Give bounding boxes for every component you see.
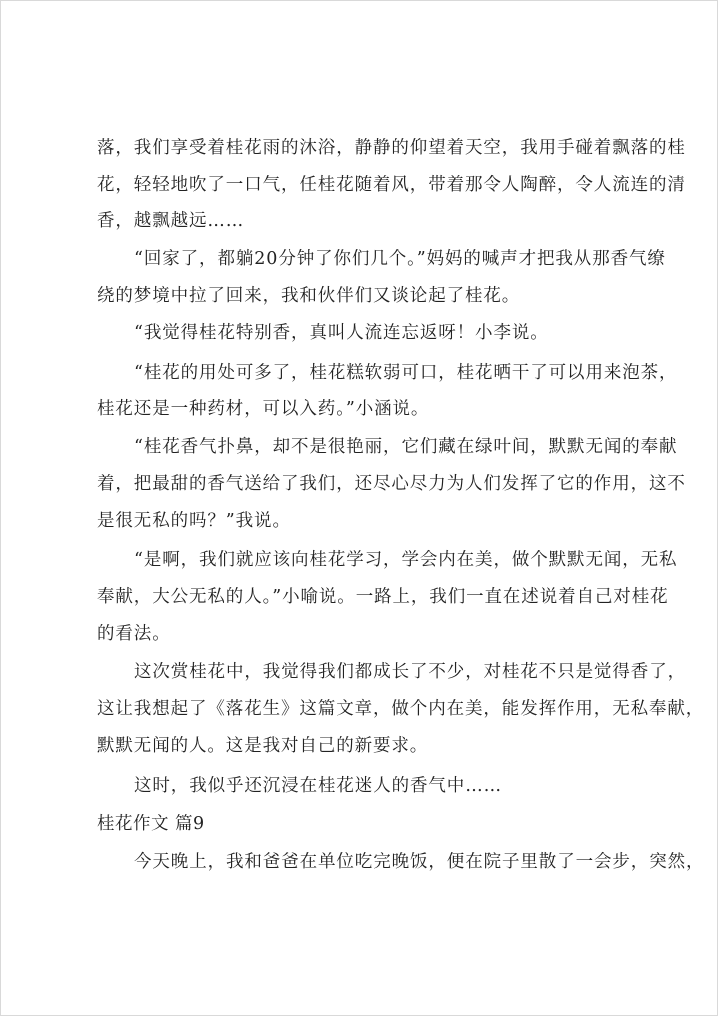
paragraph-line: 奉献，大公无私的人。”小喻说。一路上，我们一直在述说着自己对桂花 bbox=[97, 587, 669, 607]
paragraph-line: “我觉得桂花特别香，真叫人流连忘返呀！小李说。 bbox=[134, 323, 549, 343]
paragraph-line: “是啊，我们就应该向桂花学习，学会内在美，做个默默无闻，无私 bbox=[134, 550, 678, 570]
paragraph-line: 绕的梦境中拉了回来，我和伙伴们又谈论起了桂花。 bbox=[97, 286, 521, 306]
section-heading: 桂花作文 篇9 bbox=[97, 814, 205, 834]
paragraph-line: 桂花还是一种药材，可以入药。”小涵说。 bbox=[97, 399, 430, 419]
paragraph-line: 今天晚上，我和爸爸在单位吃完晚饭，便在院子里散了一会步，突然， bbox=[134, 852, 705, 872]
paragraph-line: 这时，我似乎还沉浸在桂花迷人的香气中…… bbox=[134, 776, 502, 796]
paragraph-line: 的看法。 bbox=[97, 624, 171, 644]
paragraph-line: 落，我们享受着桂花雨的沐浴，静静的仰望着天空，我用手碰着飘落的桂 bbox=[97, 138, 686, 158]
paragraph-line: 这让我想起了《落花生》这篇文章，做个内在美，能发挥作用，无私奉献， bbox=[97, 699, 705, 719]
paragraph-line: 着，把最甜的香气送给了我们，还尽心尽力为人们发挥了它的作用，这不 bbox=[97, 474, 686, 494]
paragraph-line: 默默无闻的人。这是我对自己的新要求。 bbox=[97, 736, 429, 756]
paragraph-line: 这次赏桂花中，我觉得我们都成长了不少，对桂花不只是觉得香了， bbox=[134, 662, 686, 682]
paragraph-line: 花，轻轻地吹了一口气，任桂花随着风，带着那令人陶醉，令人流连的清 bbox=[97, 175, 686, 195]
paragraph-line: “回家了，都躺20分钟了你们几个。”妈妈的喊声才把我从那香气缭 bbox=[134, 249, 666, 269]
paragraph-line: 香，越飘越远…… bbox=[97, 211, 245, 231]
paragraph-line: 是很无私的吗？”我说。 bbox=[97, 511, 291, 531]
paragraph-line: “桂花香气扑鼻，却不是很艳丽，它们藏在绿叶间，默默无闻的奉献 bbox=[134, 437, 678, 457]
paragraph-line: “桂花的用处可多了，桂花糕软弱可口，桂花晒干了可以用来泡茶， bbox=[134, 363, 678, 383]
